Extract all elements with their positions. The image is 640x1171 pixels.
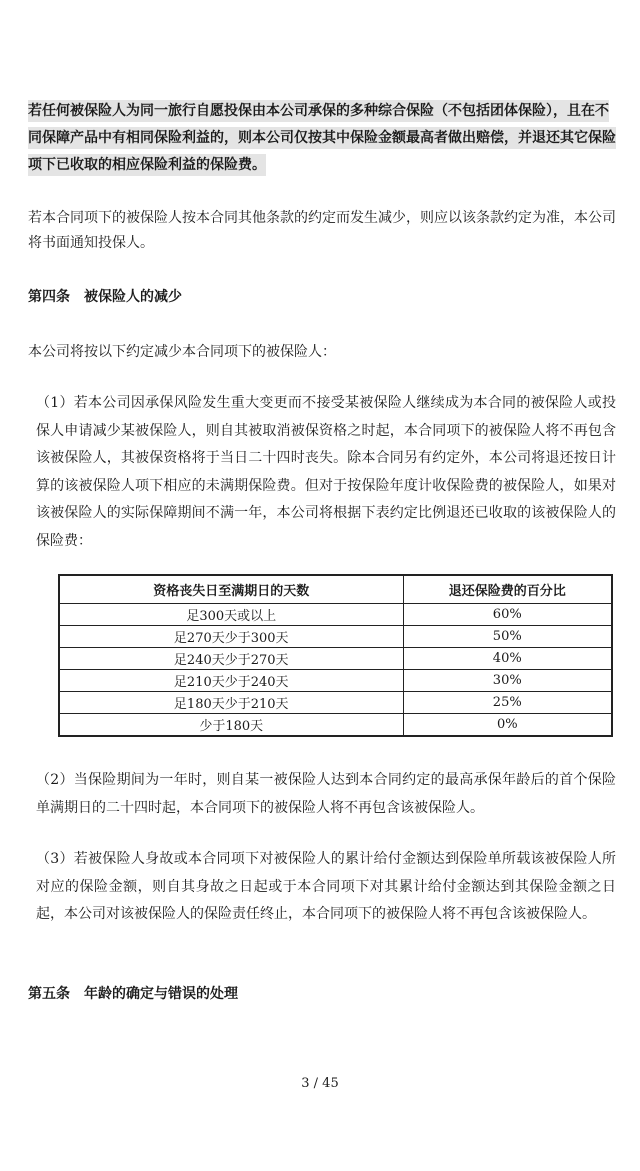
table-cell-percent: 50% — [403, 626, 612, 648]
article-4-heading — [28, 287, 182, 307]
article-5-heading — [28, 984, 238, 1004]
item-2-text: 当保险期间为一年时，则自某一被保险人达到本合同约定的最高承保年龄后的首个保险单满期日的二十四时起，本合同项下的被保险人将不再包含该被保险人。 — [36, 772, 616, 816]
table-cell-percent: 30% — [403, 670, 612, 692]
table-header-days: 资格丧失日至满期日的天数 — [59, 575, 403, 604]
refund-ratio-table — [58, 574, 613, 737]
article-4-intro: 本公司将按以下约定减少本合同项下的被保险人： — [28, 344, 336, 360]
item-1-marker: （1） — [36, 395, 74, 411]
table-cell-days: 足240天少于270天 — [59, 648, 403, 670]
table-row — [59, 692, 612, 714]
table-cell-percent: 40% — [403, 648, 612, 670]
article-4-title: 被保险人的减少 — [84, 289, 182, 305]
article-5-number: 第五条 — [28, 986, 70, 1002]
item-3-text: 若被保险人身故或本合同项下对被保险人的累计给付金额达到保险单所载该被保险人所对应的保险金额，则自其身故之日起或于本合同项下对其累计给付金额达到其保险金额之日起，本公司对该被保险人的保险责任终止，本合同项下的被保险人将不再包含该被保险人。 — [36, 851, 616, 922]
article-4-item-2 — [36, 767, 616, 822]
table-cell-days: 足210天少于240天 — [59, 670, 403, 692]
table-row — [59, 626, 612, 648]
page-number: 3 / 45 — [301, 1076, 339, 1091]
article-4-number: 第四条 — [28, 289, 70, 305]
table-cell-days: 足270天少于300天 — [59, 626, 403, 648]
item-3-marker: （3） — [36, 851, 74, 867]
table-cell-days: 少于180天 — [59, 714, 403, 737]
reduction-note-paragraph: 若本合同项下的被保险人按本合同其他条款的约定而发生减少，则应以该条款约定为准，本公司将书面通知投保人。 — [28, 210, 616, 251]
table-cell-days: 足300天或以上 — [59, 604, 403, 626]
table-header-row — [59, 575, 612, 604]
article-5-title: 年龄的确定与错误的处理 — [84, 986, 238, 1002]
table-cell-percent: 60% — [403, 604, 612, 626]
item-1-text: 若本公司因承保风险发生重大变更而不接受某被保险人继续成为本合同的被保险人或投保人申请减少某被保险人，则自其被取消被保资格之时起，本合同项下的被保险人将不再包含该被保险人，其被保资格将于当日二十四时丧失。除本合同另有约定外，本公司将退还按日计算的该被保险人项下相应的未满期保险费。但对于按保险年度计收保险费的被保险人，如果对该被保险人的实际保障期间不满一年，本公司将根据下表约定比例退还已收取的该被保险人的保险费： — [36, 395, 616, 549]
article-4-item-1 — [36, 390, 616, 555]
table-header-percent: 退还保险费的百分比 — [403, 575, 612, 604]
table-row — [59, 670, 612, 692]
item-2-marker: （2） — [36, 772, 74, 788]
table-cell-days: 足180天少于210天 — [59, 692, 403, 714]
table-row — [59, 604, 612, 626]
table-cell-percent: 0% — [403, 714, 612, 737]
table-row — [59, 648, 612, 670]
article-4-item-3 — [36, 846, 616, 929]
table-row — [59, 714, 612, 737]
highlighted-paragraph — [28, 98, 616, 179]
highlighted-text: 若任何被保险人为同一旅行自愿投保由本公司承保的多种综合保险（不包括团体保险），且在不同保障产品中有相同保险利益的，则本公司仅按其中保险金额最高者做出赔偿，并退还其它保险项下已收取的相应保险利益的保险费。 — [28, 100, 616, 176]
table-cell-percent: 25% — [403, 692, 612, 714]
